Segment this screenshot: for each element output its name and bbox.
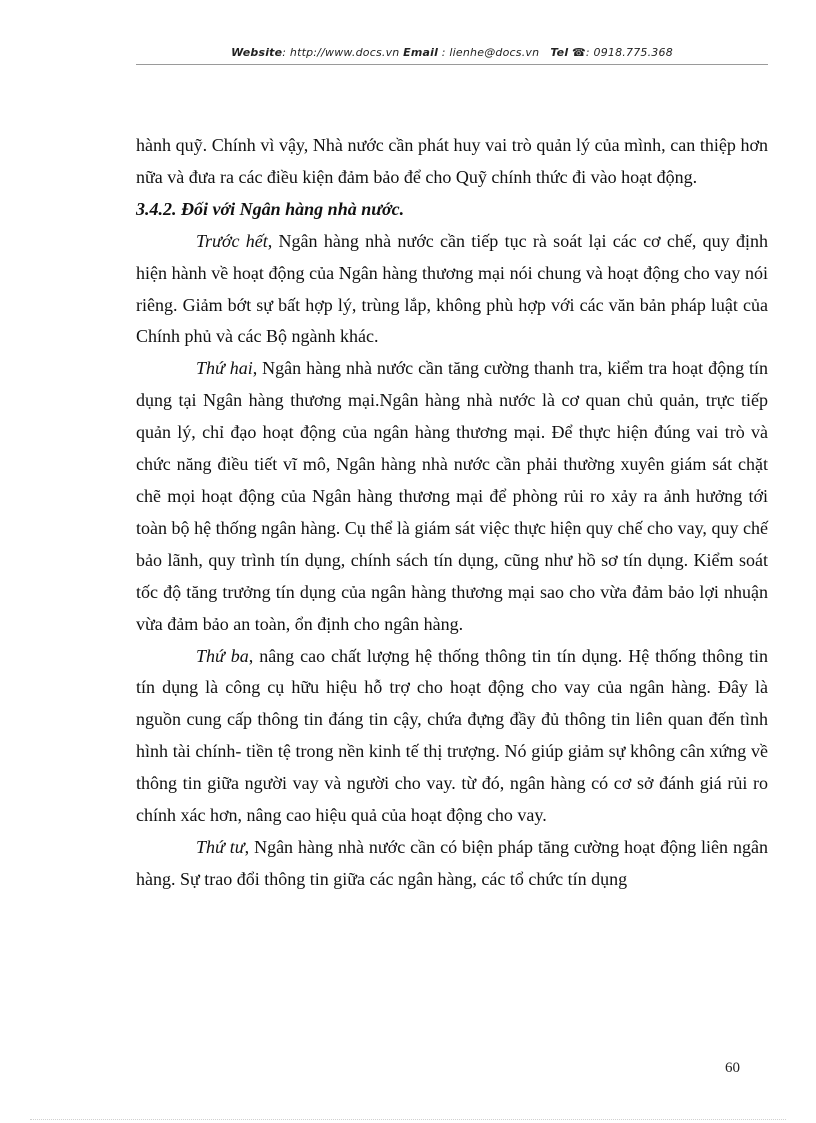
section-heading: 3.4.2. Đối với Ngân hàng nhà nước.	[136, 198, 405, 219]
phone-icon: ☎	[572, 46, 586, 59]
website-url: : http://www.docs.vn	[282, 46, 400, 59]
email-label: Email	[403, 46, 439, 59]
page-bottom-border	[30, 1119, 786, 1120]
header-divider	[136, 64, 768, 65]
paragraph-text: , Ngân hàng nhà nước cần tiếp tục rà soát lại các cơ chế, quy định hiện hành về hoạt động của Ngân hàng thương mại nói chung và hoạt động cho vay nói riêng. Giảm bớt sự bất hợp lý, trùng lắp, không phù hợp với các văn bản pháp luật của Chính phủ và các Bộ ngành khác.	[136, 230, 768, 347]
document-body	[136, 130, 768, 896]
page-number: 60	[725, 1060, 740, 1076]
paragraph-text: , nâng cao chất lượng hệ thống thông tin tín dụng. Hệ thống thông tin tín dụng là công cụ hữu hiệu hỗ trợ cho hoạt động cho vay của ngân hàng. Đây là nguồn cung cấp thông tin đáng tin cậy, chứa đựng đầy đủ thông tin liên quan đến tình hình tài chính- tiền tệ trong nền kinh tế thị trượng. Nó giúp giảm sự không cân xứng về thông tin giữa người vay và người cho vay. từ đó, ngân hàng có cơ sở đánh giá rủi ro chính xác hơn, nâng cao hiệu quả của hoạt động cho vay.	[136, 645, 768, 826]
paragraph-fourth	[136, 832, 768, 896]
page-header	[136, 46, 768, 59]
paragraph-lead: Trước hết	[196, 230, 268, 251]
paragraph-lead: Thứ ba	[196, 645, 249, 666]
paragraph-text: , Ngân hàng nhà nước cần có biện pháp tăng cường hoạt động liên ngân hàng. Sự trao đổi thông tin giữa các ngân hàng, các tổ chức tín dụng	[136, 836, 768, 889]
paragraph-lead: Thứ hai	[196, 358, 253, 379]
paragraph-first	[136, 226, 768, 354]
paragraph-third	[136, 641, 768, 832]
website-label: Website	[231, 46, 283, 59]
paragraph-lead: Thứ tư	[196, 836, 245, 857]
paragraph-text: , Ngân hàng nhà nước cần tăng cường thanh tra, kiểm tra hoạt động tín dụng tại Ngân hàng thương mại.Ngân hàng nhà nước là cơ quan chủ quản, trực tiếp quản lý, chỉ đạo hoạt động của ngân hàng thương mại. Để thực hiện đúng vai trò và chức năng điều tiết vĩ mô, Ngân hàng nhà nước cần phải thường xuyên giám sát chặt chẽ mọi hoạt động của Ngân hàng thương mại để phòng rủi ro xảy ra ảnh hưởng tới toàn bộ hệ thống ngân hàng. Cụ thể là giám sát việc thực hiện quy chế cho vay, quy chế bảo lãnh, quy trình tín dụng, chính sách tín dụng, cũng như hồ sơ tín dụng. Kiểm soát tốc độ tăng trưởng tín dụng của ngân hàng thương mại sao cho vừa đảm bảo lợi nhuận vừa đảm bảo an toàn, ổn định cho ngân hàng.	[136, 358, 768, 634]
email-address: : lienhe@docs.vn	[438, 46, 540, 59]
continuation-paragraph: hành quỹ. Chính vì vậy, Nhà nước cần phát huy vai trò quản lý của mình, can thiệp hơn nữa và đưa ra các điều kiện đảm bảo để cho Quỹ chính thức đi vào hoạt động.	[136, 135, 768, 187]
tel-label: Tel	[550, 46, 569, 59]
paragraph-second	[136, 353, 768, 640]
phone-number: : 0918.775.368	[585, 46, 673, 59]
